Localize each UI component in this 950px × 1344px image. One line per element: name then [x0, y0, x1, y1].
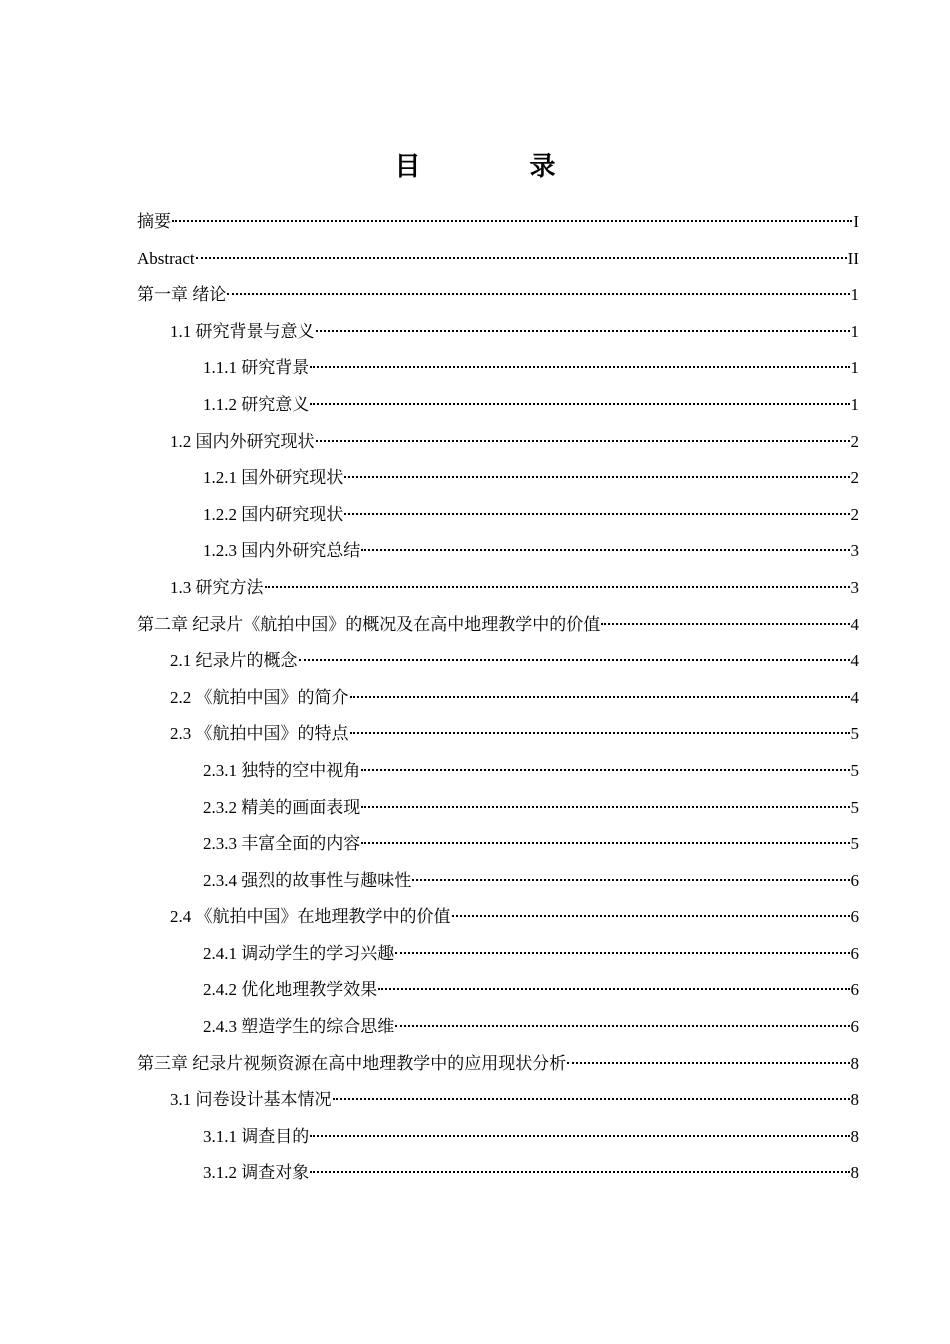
toc-leader-dots — [310, 366, 849, 368]
toc-entry[interactable] — [137, 1046, 859, 1083]
toc-entry-label: 3.1.1 调查目的 — [203, 1126, 310, 1146]
toc-leader-dots — [299, 659, 850, 661]
toc-entry[interactable] — [137, 204, 859, 241]
toc-entry-page: 2 — [850, 468, 859, 488]
toc-entry[interactable] — [137, 680, 859, 717]
toc-entry[interactable] — [137, 716, 859, 753]
toc-entry[interactable] — [137, 1119, 859, 1156]
toc-entry-page: 2 — [850, 431, 859, 451]
toc-entry[interactable] — [137, 460, 859, 497]
toc-entry-label: 2.4 《航拍中国》在地理教学中的价值 — [170, 907, 451, 927]
toc-entry-page: 3 — [850, 577, 859, 597]
toc-entry[interactable] — [137, 387, 859, 424]
toc-leader-dots — [361, 549, 849, 551]
toc-entry-page: 8 — [850, 1053, 859, 1073]
toc-entry-label: 1.1.1 研究背景 — [203, 358, 310, 378]
toc-entry[interactable] — [137, 1009, 859, 1046]
toc-entry[interactable] — [137, 826, 859, 863]
toc-entry[interactable] — [137, 972, 859, 1009]
toc-entry-label: 1.1 研究背景与意义 — [170, 321, 315, 341]
toc-entry-page: 6 — [850, 870, 859, 890]
toc-entry-page: 6 — [850, 1017, 859, 1037]
toc-entry[interactable] — [137, 899, 859, 936]
toc-entry-page: 4 — [850, 614, 859, 634]
toc-entry-label: 1.2 国内外研究现状 — [170, 431, 315, 451]
toc-leader-dots — [265, 586, 850, 588]
toc-entry-label: 1.2.1 国外研究现状 — [203, 468, 344, 488]
toc-leader-dots — [333, 1098, 850, 1100]
toc-entry-page: 6 — [850, 943, 859, 963]
toc-entry-label: 摘要 — [137, 212, 171, 231]
toc-list — [137, 204, 859, 1192]
toc-entry-page: 1 — [850, 321, 859, 341]
toc-entry-label: 2.2 《航拍中国》的简介 — [170, 687, 349, 707]
toc-leader-dots — [350, 696, 850, 698]
toc-entry[interactable] — [137, 277, 859, 314]
toc-leader-dots — [395, 1025, 849, 1027]
toc-entry-label: 1.2.2 国内研究现状 — [203, 504, 344, 524]
toc-entry[interactable] — [137, 570, 859, 607]
toc-leader-dots — [350, 732, 850, 734]
toc-entry-label: Abstract — [137, 248, 195, 268]
toc-entry-page: 6 — [850, 907, 859, 927]
toc-leader-dots — [395, 952, 849, 954]
toc-entry[interactable] — [137, 643, 859, 680]
toc-entry[interactable] — [137, 533, 859, 570]
toc-entry[interactable] — [137, 350, 859, 387]
toc-entry-label: 2.3.4 强烈的故事性与趣味性 — [203, 870, 412, 890]
toc-entry[interactable] — [137, 607, 859, 644]
toc-entry-label: 第一章 绪论 — [137, 285, 227, 305]
toc-entry-label: 1.1.2 研究意义 — [203, 394, 310, 414]
toc-entry-label: 2.4.1 调动学生的学习兴趣 — [203, 943, 395, 963]
toc-entry-page: 8 — [850, 1090, 859, 1110]
toc-entry-label: 第二章 纪录片《航拍中国》的概况及在高中地理教学中的价值 — [137, 614, 601, 634]
toc-entry[interactable] — [137, 753, 859, 790]
toc-entry-page: I — [853, 212, 859, 231]
toc-entry-page: 2 — [850, 504, 859, 524]
toc-leader-dots — [452, 915, 850, 917]
toc-entry-page: II — [847, 248, 859, 268]
toc-leader-dots — [412, 879, 849, 881]
toc-leader-dots — [227, 293, 849, 295]
toc-entry[interactable] — [137, 1082, 859, 1119]
toc-entry-label: 2.4.2 优化地理教学效果 — [203, 980, 378, 1000]
toc-entry-page: 1 — [850, 394, 859, 414]
toc-entry-page: 8 — [850, 1163, 859, 1183]
toc-entry-page: 4 — [850, 687, 859, 707]
toc-leader-dots — [310, 403, 849, 405]
toc-entry-page: 5 — [850, 760, 859, 780]
toc-leader-dots — [361, 842, 849, 844]
toc-entry[interactable] — [137, 790, 859, 827]
toc-entry[interactable] — [137, 497, 859, 534]
toc-leader-dots — [344, 513, 849, 515]
toc-entry-page: 4 — [850, 651, 859, 671]
toc-entry-label: 2.3.1 独特的空中视角 — [203, 760, 361, 780]
toc-entry-page: 5 — [850, 724, 859, 744]
toc-leader-dots — [601, 623, 849, 625]
toc-entry-label: 2.3.2 精美的画面表现 — [203, 797, 361, 817]
toc-leader-dots — [567, 1062, 849, 1064]
toc-leader-dots — [361, 806, 849, 808]
toc-entry[interactable] — [137, 241, 859, 278]
toc-entry[interactable] — [137, 863, 859, 900]
toc-leader-dots — [310, 1135, 849, 1137]
toc-entry-label: 2.4.3 塑造学生的综合思维 — [203, 1017, 395, 1037]
toc-entry[interactable] — [137, 424, 859, 461]
toc-leader-dots — [196, 257, 847, 259]
toc-leader-dots — [344, 476, 849, 478]
toc-entry[interactable] — [137, 1155, 859, 1192]
toc-entry[interactable] — [137, 936, 859, 973]
toc-entry-label: 2.3 《航拍中国》的特点 — [170, 724, 349, 744]
toc-leader-dots — [316, 330, 850, 332]
toc-entry-page: 5 — [850, 797, 859, 817]
toc-entry-page: 1 — [850, 285, 859, 305]
toc-entry-page: 8 — [850, 1126, 859, 1146]
toc-entry[interactable] — [137, 314, 859, 351]
toc-entry-label: 3.1 问卷设计基本情况 — [170, 1090, 332, 1110]
toc-leader-dots — [310, 1171, 849, 1173]
toc-entry-page: 6 — [850, 980, 859, 1000]
toc-leader-dots — [172, 220, 852, 222]
toc-entry-label: 2.1 纪录片的概念 — [170, 651, 298, 671]
toc-entry-page: 1 — [850, 358, 859, 378]
toc-entry-label: 1.2.3 国内外研究总结 — [203, 541, 361, 561]
toc-entry-label: 3.1.2 调查对象 — [203, 1163, 310, 1183]
toc-leader-dots — [361, 769, 849, 771]
toc-leader-dots — [378, 988, 849, 990]
toc-entry-page: 3 — [850, 541, 859, 561]
toc-entry-label: 第三章 纪录片视频资源在高中地理教学中的应用现状分析 — [137, 1053, 567, 1073]
toc-leader-dots — [316, 440, 850, 442]
toc-entry-label: 1.3 研究方法 — [170, 577, 264, 597]
toc-entry-label: 2.3.3 丰富全面的内容 — [203, 834, 361, 854]
toc-entry-page: 5 — [850, 834, 859, 854]
toc-title: 目 录 — [394, 152, 606, 182]
